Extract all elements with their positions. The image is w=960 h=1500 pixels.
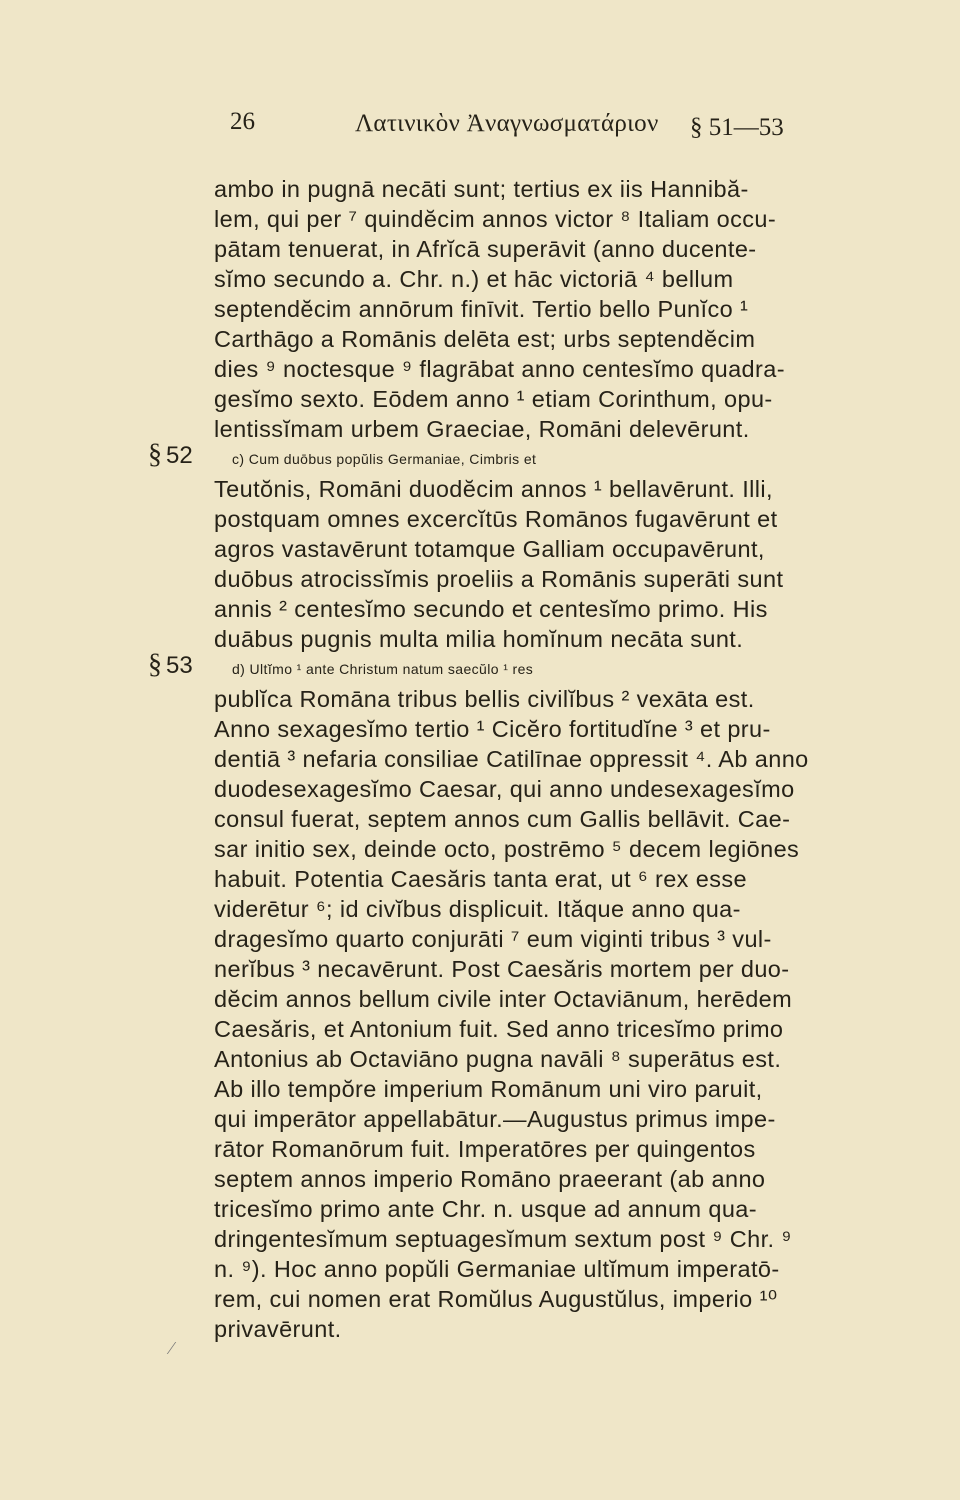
text-line: annis ² centesĭmo secundo et centesĭmo primo. His — [214, 596, 768, 622]
text-line: ambo in pugnā necāti sunt; tertius ex iis Hannibă- — [214, 176, 749, 202]
text-line: duābus pugnis multa milia homĭnum necāta sunt. — [214, 626, 744, 652]
text-line: pātam tenuerat, in Afrĭcā superāvit (anno ducente- — [214, 236, 757, 262]
margin-tick-mark: ⁄ — [170, 1338, 174, 1358]
text-line: Ab illo tempŏre imperium Romānum uni viro paruit, — [214, 1076, 763, 1102]
text-line: Antonius ab Octaviāno pugna navāli ⁸ superātus est. — [214, 1046, 782, 1072]
text-line: Carthāgo a Romānis delēta est; urbs septendĕcim — [214, 326, 756, 352]
text-line: dringentesĭmum septuagesĭmum sextum post ⁹ Chr. ⁹ — [214, 1226, 792, 1252]
text-line: qui imperātor appellabātur.—Augustus primus impe- — [214, 1106, 776, 1132]
text-line: tricesĭmo primo ante Chr. n. usque ad annum qua- — [214, 1196, 758, 1222]
text-line: lem, qui per ⁷ quindĕcim annos victor ⁸ Italiam occu- — [214, 206, 777, 232]
text-line: agros vastavērunt totamque Galliam occupavērunt, — [214, 536, 765, 562]
text-line: c) Cum duōbus popŭlis Germaniae, Cimbris et — [232, 451, 537, 467]
text-line: septendĕcim annōrum finīvit. Tertio bello Punĭco ¹ — [214, 296, 749, 322]
text-line: duodesexagesĭmo Caesar, qui anno undesexagesĭmo — [214, 776, 795, 802]
text-line: habuit. Potentia Caesăris tanta erat, ut ⁶ rex esse — [214, 866, 747, 892]
text-line: postquam omnes excercĭtūs Romānos fugavērunt et — [214, 506, 778, 532]
text-line: sar initio sex, deinde octo, postrēmo ⁵ decem legiōnes — [214, 836, 800, 862]
text-line: nerĭbus ³ necavērunt. Post Caesăris mortem per duo- — [214, 956, 790, 982]
text-line: privavērunt. — [214, 1316, 342, 1342]
text-line: dragesĭmo quarto conjurāti ⁷ eum viginti tribus ³ vul- — [214, 926, 772, 952]
text-line: rātor Romanōrum fuit. Imperatōres per quingentos — [214, 1136, 756, 1162]
text-line: duōbus atrocissĭmis proeliis a Romānis superāti sunt — [214, 566, 784, 592]
text-line: viderētur ⁶; id civĭbus displicuit. Ităque anno qua- — [214, 896, 741, 922]
text-line: rem, cui nomen erat Romŭlus Augustŭlus, imperio ¹⁰ — [214, 1286, 778, 1312]
page-number: 26 — [230, 108, 255, 135]
text-line: d) Ultĭmo ¹ ante Christum natum saecŭlo ¹ res — [232, 661, 534, 677]
text-line: gesĭmo sexto. Eōdem anno ¹ etiam Corinthum, opu- — [214, 386, 773, 412]
running-header — [230, 108, 830, 148]
book-title: Λατινικὸν Ἀναγνωσματάριον — [355, 110, 659, 137]
section-marker: § 53 — [148, 649, 193, 680]
text-line: Anno sexagesĭmo tertio ¹ Cicĕro fortitudĭne ³ et pru- — [214, 716, 771, 742]
text-line: lentissĭmam urbem Graeciae, Romāni delevērunt. — [214, 416, 750, 442]
text-line: sĭmo secundo a. Chr. n.) et hāc victoriā ⁴ bellum — [214, 266, 734, 292]
text-line: dies ⁹ noctesque ⁹ flagrābat anno centesĭmo quadra- — [214, 356, 785, 382]
text-line: consul fuerat, septem annos cum Gallis bellāvit. Cae- — [214, 806, 791, 832]
text-line: n. ⁹). Hoc anno popŭli Germaniae ultĭmum imperatō- — [214, 1256, 780, 1282]
text-line: dĕcim annos bellum civile inter Octaviānum, herēdem — [214, 986, 793, 1012]
text-line: Caesăris, et Antonium fuit. Sed anno tricesĭmo primo — [214, 1016, 784, 1042]
text-line: septem annos imperio Romāno praeerant (ab anno — [214, 1166, 766, 1192]
text-line: publĭca Romāna tribus bellis civilĭbus ² vexāta est. — [214, 686, 755, 712]
section-range: § 51—53 — [690, 114, 784, 141]
section-marker: § 52 — [148, 439, 193, 470]
text-line: dentiā ³ nefaria consiliae Catilīnae oppressit ⁴. Ab anno — [214, 746, 809, 772]
text-line: Teutŏnis, Romāni duodĕcim annos ¹ bellavērunt. Illi, — [214, 476, 773, 502]
